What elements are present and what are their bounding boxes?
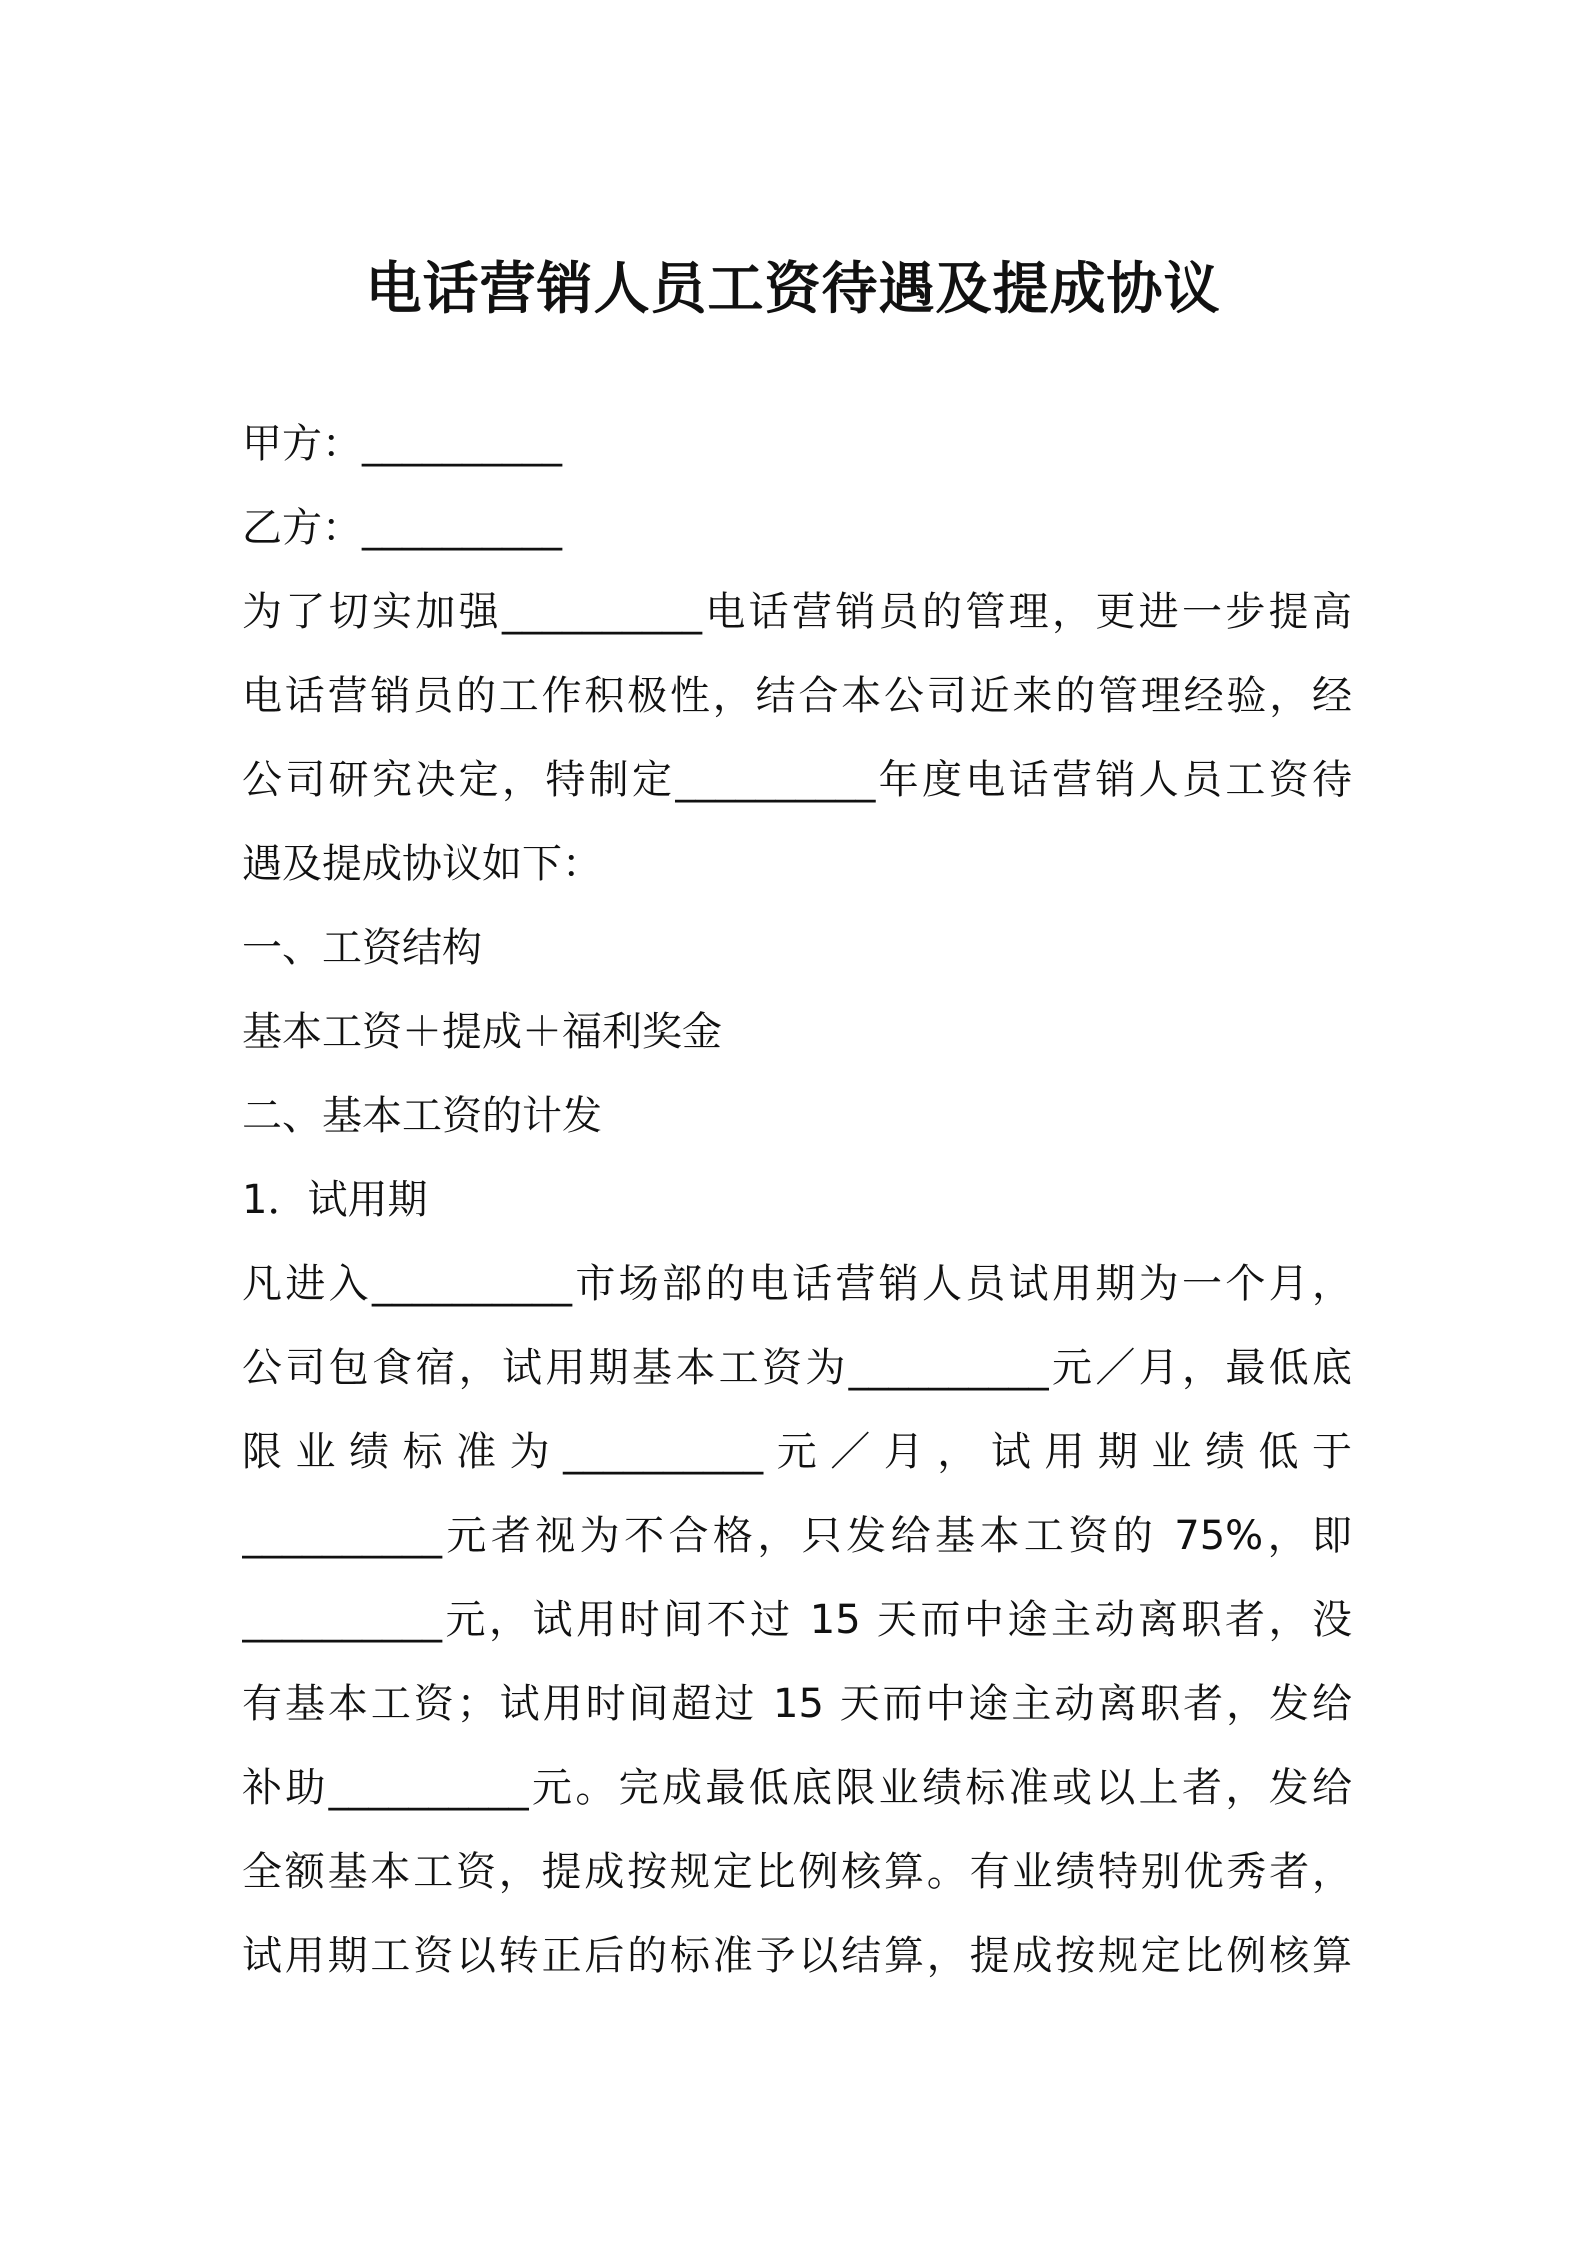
document-title: 电话营销人员工资待遇及提成协议 [365, 257, 1221, 322]
paragraph-line: __________元，试用时间不过 15 天而中途主动离职者，没 [242, 1597, 1352, 1643]
subsection-heading: 1．试用期 [242, 1177, 428, 1223]
section-heading: 一、工资结构 [242, 925, 482, 971]
paragraph-line: 公司研究决定，特制定__________年度电话营销人员工资待 [242, 757, 1352, 803]
paragraph-line: 凡进入__________市场部的电话营销人员试用期为一个月， [242, 1261, 1352, 1307]
paragraph-line: 电话营销员的工作积极性，结合本公司近来的管理经验，经 [242, 673, 1352, 719]
paragraph-line: 遇及提成协议如下： [242, 841, 602, 887]
paragraph-line: 有基本工资；试用时间超过 15 天而中途主动离职者，发给 [242, 1681, 1352, 1727]
paragraph-line: 全额基本工资，提成按规定比例核算。有业绩特别优秀者， [242, 1849, 1352, 1895]
paragraph-line: 为了切实加强__________电话营销员的管理，更进一步提高 [242, 589, 1352, 635]
section-heading: 二、基本工资的计发 [242, 1093, 602, 1139]
party-a-line: 甲方：__________ [242, 421, 562, 467]
paragraph-line: 补助__________元。完成最低底限业绩标准或以上者，发给 [242, 1765, 1352, 1811]
paragraph-line: __________元者视为不合格，只发给基本工资的 75%，即 [242, 1513, 1352, 1559]
paragraph-line: 试用期工资以转正后的标准予以结算，提成按规定比例核算 [242, 1933, 1352, 1979]
party-b-line: 乙方：__________ [242, 505, 562, 551]
paragraph-line: 限业绩标准为__________元／月，试用期业绩低于 [242, 1429, 1352, 1475]
paragraph-line: 基本工资＋提成＋福利奖金 [242, 1009, 722, 1055]
paragraph-line: 公司包食宿，试用期基本工资为__________元／月，最低底 [242, 1345, 1352, 1391]
